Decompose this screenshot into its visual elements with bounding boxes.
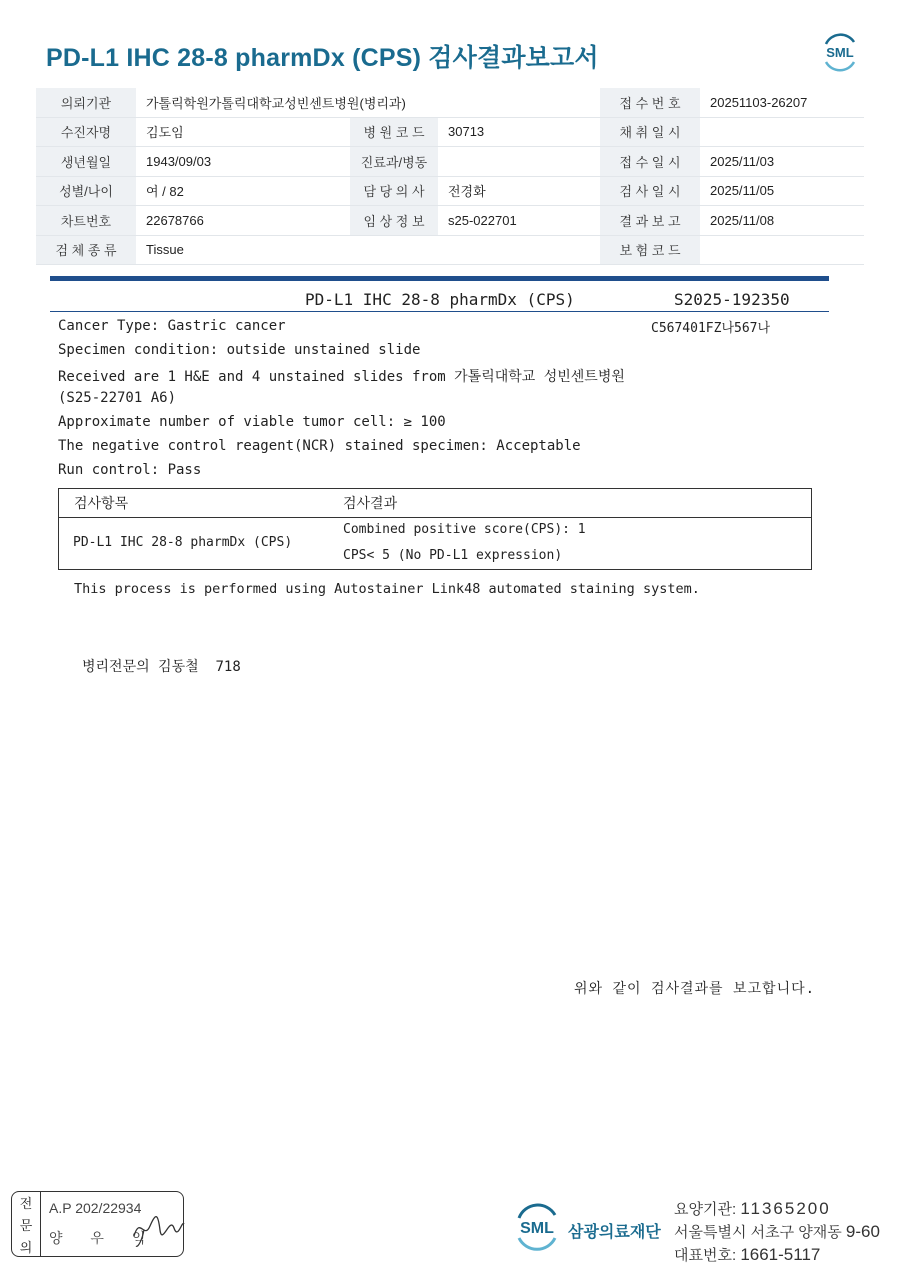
table-row [36,176,864,206]
field-label: 접 수 일 시 [600,147,700,177]
result-col-header: 검사결과 [343,496,398,512]
report-line: The negative control reagent(NCR) stained specimen: Acceptable [58,438,581,454]
result-header-row [59,489,811,518]
field-value: 2025/11/05 [700,176,864,206]
table-row [36,235,864,265]
stamp-side-label: 전 문 의 [12,1192,41,1256]
table-row [36,147,864,177]
report-title: PD-L1 IHC 28-8 pharmDx (CPS) 검사결과보고서 [46,44,599,72]
report-line: Received are 1 H&E and 4 unstained slides from 가톨릭대학교 성빈센트병원 [58,369,625,385]
org-info-line: 대표번호: 1661-5117 [674,1245,821,1264]
stamp-license: A.P 202/22934 [49,1200,142,1216]
section-divider [50,311,829,312]
field-value: s25-022701 [438,206,600,236]
field-value: 김도임 [136,117,350,147]
pathologist-signature: 병리전문의 김동철 718 [82,659,241,675]
svg-text:SML: SML [520,1220,554,1237]
field-value: 20251103-26207 [700,88,864,117]
org-info-line: 요양기관: 11365200 [674,1199,831,1218]
report-line: Approximate number of viable tumor cell: ≥ 100 [58,414,446,430]
field-label: 담 당 의 사 [350,176,438,206]
field-label: 검 체 종 류 [36,235,136,265]
field-value: 2025/11/08 [700,206,864,236]
field-value [700,117,864,147]
report-line: Specimen condition: outside unstained slide [58,342,421,358]
patient-info-table [36,88,864,265]
field-label: 채 취 일 시 [600,117,700,147]
field-value: 전경화 [438,176,600,206]
result-value: Combined positive score(CPS): 1 [343,522,586,537]
field-value: 22678766 [136,206,350,236]
closing-statement: 위와 같이 검사결과를 보고합니다. [574,981,816,997]
field-label: 결 과 보 고 [600,206,700,236]
field-label: 병 원 코 드 [350,117,438,147]
field-label: 진료과/병동 [350,147,438,177]
specialist-stamp [11,1191,184,1257]
field-label: 의뢰기관 [36,88,136,117]
field-label: 보 험 코 드 [600,235,700,265]
field-label: 검 사 일 시 [600,176,700,206]
field-label: 생년월일 [36,147,136,177]
report-line: (S25-22701 A6) [58,390,177,406]
result-table [58,488,812,570]
field-label: 접 수 번 호 [600,88,700,117]
field-value: 여 / 82 [136,176,350,206]
result-interpretation: CPS< 5 (No PD-L1 expression) [343,548,563,563]
section-divider [50,276,829,281]
handwritten-signature-icon [130,1206,186,1250]
result-col-header: 검사항목 [74,496,129,512]
field-value: 가톨릭학원가톨릭대학교성빈센트병원(병리과) [136,88,600,117]
report-line: Cancer Type: Gastric cancer [58,318,286,334]
field-label: 임 상 정 보 [350,206,438,236]
svg-text:SML: SML [826,45,854,60]
field-value: 1943/09/03 [136,147,350,177]
organization-name: 삼광의료재단 [568,1224,661,1241]
field-label: 수진자명 [36,117,136,147]
field-value [700,235,864,265]
field-value [438,147,600,177]
report-id: S2025-192350 [674,290,790,309]
field-value: 2025/11/03 [700,147,864,177]
table-row [36,117,864,147]
table-row [36,88,864,117]
sml-footer-logo-icon [510,1200,564,1254]
specimen-code: C567401FZ나567나 [651,321,771,336]
field-label: 성별/나이 [36,176,136,206]
result-item: PD-L1 IHC 28-8 pharmDx (CPS) [73,535,293,550]
sml-logo-icon [818,30,862,74]
stamp-name: 양 우 익 [49,1230,158,1246]
field-value: 30713 [438,117,600,147]
org-info-line: 서울특별시 서초구 양재동 9-60 [674,1222,880,1241]
field-label: 차트번호 [36,206,136,236]
field-value: Tissue [136,235,600,265]
process-note: This process is performed using Autostainer Link48 automated staining system. [74,581,700,597]
report-line: Run control: Pass [58,462,202,478]
table-row [36,206,864,236]
report-test-name: PD-L1 IHC 28-8 pharmDx (CPS) [305,290,575,309]
